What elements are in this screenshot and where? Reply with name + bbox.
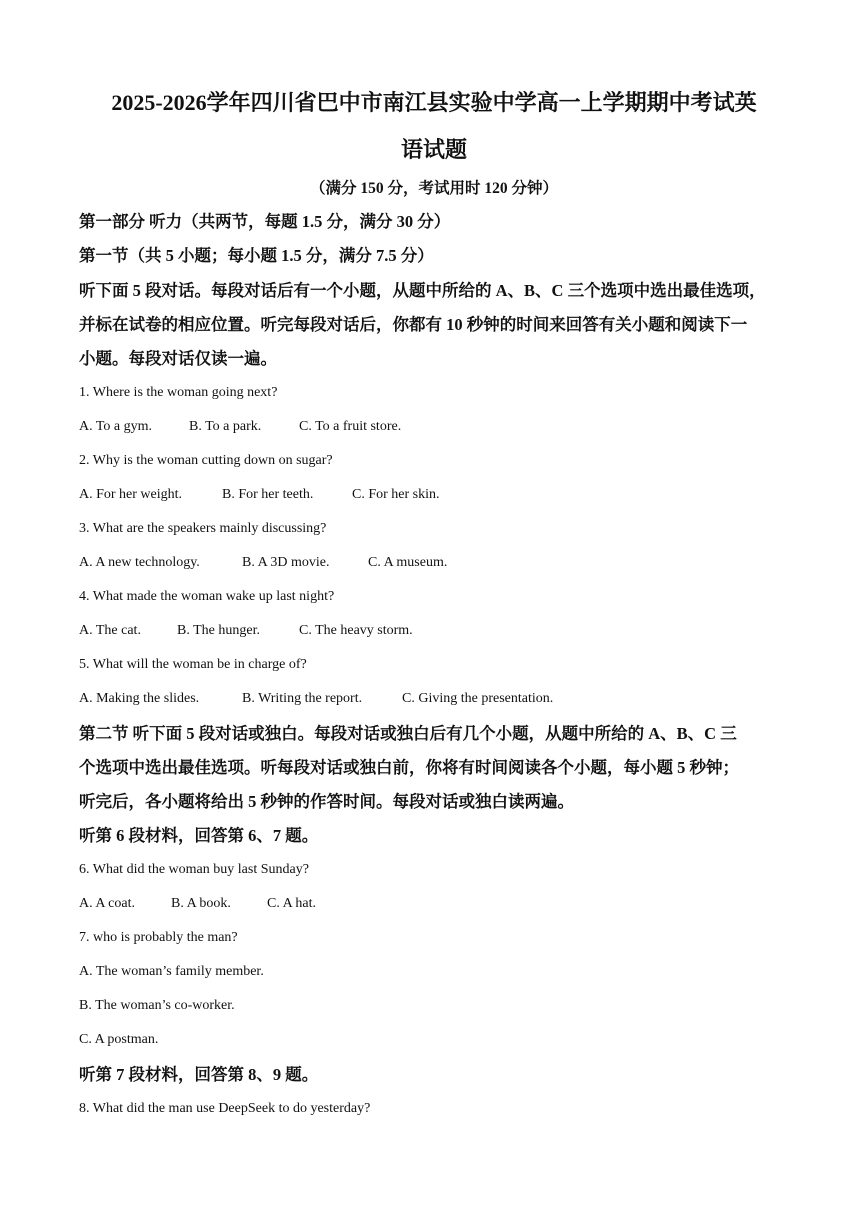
- question-3-stem: 3. What are the speakers mainly discussing?: [79, 521, 327, 536]
- question-2-option-b[interactable]: B. For her teeth.: [222, 487, 314, 502]
- question-1-option-b[interactable]: B. To a park.: [189, 419, 262, 434]
- question-5-option-c[interactable]: C. Giving the presentation.: [402, 691, 554, 706]
- question-1-options: [79, 418, 401, 436]
- question-1-stem: 1. Where is the woman going next?: [79, 385, 278, 400]
- question-5-options: [79, 690, 553, 708]
- exam-title-line-2: 语试题: [400, 137, 467, 162]
- question-4-option-c[interactable]: C. The heavy storm.: [299, 623, 413, 638]
- section1-instructions-line-3: 小题。每段对话仅读一遍。: [79, 349, 277, 368]
- question-5-option-b[interactable]: B. Writing the report.: [242, 691, 363, 706]
- material-7-heading: 听第 7 段材料，回答第 8、9 题。: [79, 1065, 319, 1084]
- question-3-option-c[interactable]: C. A museum.: [368, 555, 448, 570]
- exam-subtitle: （满分 150 分，考试用时 120 分钟）: [309, 180, 558, 197]
- section1-heading: 第一节（共 5 小题；每小题 1.5 分，满分 7.5 分）: [79, 246, 434, 265]
- question-3-option-a[interactable]: A. A new technology.: [79, 555, 200, 570]
- question-6-option-a[interactable]: A. A coat.: [79, 896, 135, 911]
- question-2-options: [79, 486, 440, 504]
- section2-instructions-line-3: 听完后，各小题将给出 5 秒钟的作答时间。每段对话或独白读两遍。: [79, 792, 574, 811]
- section2-instructions-line-2: 个选项中选出最佳选项。听每段对话或独白前，你将有时间阅读各个小题，每小题 5 秒钟；: [79, 758, 739, 777]
- question-7-option-a[interactable]: A. The woman’s family member.: [79, 964, 264, 979]
- section2-instructions-line-1: 第二节 听下面 5 段对话或独白。每段对话或独白后有几个小题，从题中所给的 A、B、C 三: [79, 724, 737, 743]
- section1-instructions-line-1: 听下面 5 段对话。每段对话后有一个小题，从题中所给的 A、B、C 三个选项中选出最佳选项，: [79, 281, 766, 300]
- question-4-option-b[interactable]: B. The hunger.: [177, 623, 260, 638]
- question-4-option-a[interactable]: A. The cat.: [79, 623, 141, 638]
- question-4-stem: 4. What made the woman wake up last night?: [79, 589, 335, 604]
- question-6-stem: 6. What did the woman buy last Sunday?: [79, 862, 309, 877]
- question-6-option-c[interactable]: C. A hat.: [267, 896, 317, 911]
- question-3-option-b[interactable]: B. A 3D movie.: [242, 555, 330, 570]
- question-5-stem: 5. What will the woman be in charge of?: [79, 657, 307, 672]
- part1-heading: 第一部分 听力（共两节，每题 1.5 分，满分 30 分）: [79, 212, 451, 231]
- question-8-stem: 8. What did the man use DeepSeek to do yesterday?: [79, 1101, 371, 1116]
- question-2-option-c[interactable]: C. For her skin.: [352, 487, 440, 502]
- question-2-stem: 2. Why is the woman cutting down on sugar?: [79, 453, 333, 468]
- question-5-option-a[interactable]: A. Making the slides.: [79, 691, 200, 706]
- question-2-option-a[interactable]: A. For her weight.: [79, 487, 183, 502]
- question-7-option-b[interactable]: B. The woman’s co-worker.: [79, 998, 235, 1013]
- question-6-option-b[interactable]: B. A book.: [171, 896, 231, 911]
- question-1-option-c[interactable]: C. To a fruit store.: [299, 419, 402, 434]
- question-6-options: [79, 895, 316, 913]
- section1-instructions-line-2: 并标在试卷的相应位置。听完每段对话后，你都有 10 秒钟的时间来回答有关小题和阅读下一: [79, 315, 748, 334]
- question-1-option-a[interactable]: A. To a gym.: [79, 419, 153, 434]
- question-3-options: [79, 554, 447, 572]
- question-7-stem: 7. who is probably the man?: [79, 930, 238, 945]
- question-4-options: [79, 622, 413, 640]
- exam-title-line-1: 2025-2026学年四川省巴中市南江县实验中学高一上学期期中考试英: [111, 90, 757, 115]
- material-6-heading: 听第 6 段材料，回答第 6、7 题。: [79, 826, 319, 845]
- question-7-option-c[interactable]: C. A postman.: [79, 1032, 159, 1047]
